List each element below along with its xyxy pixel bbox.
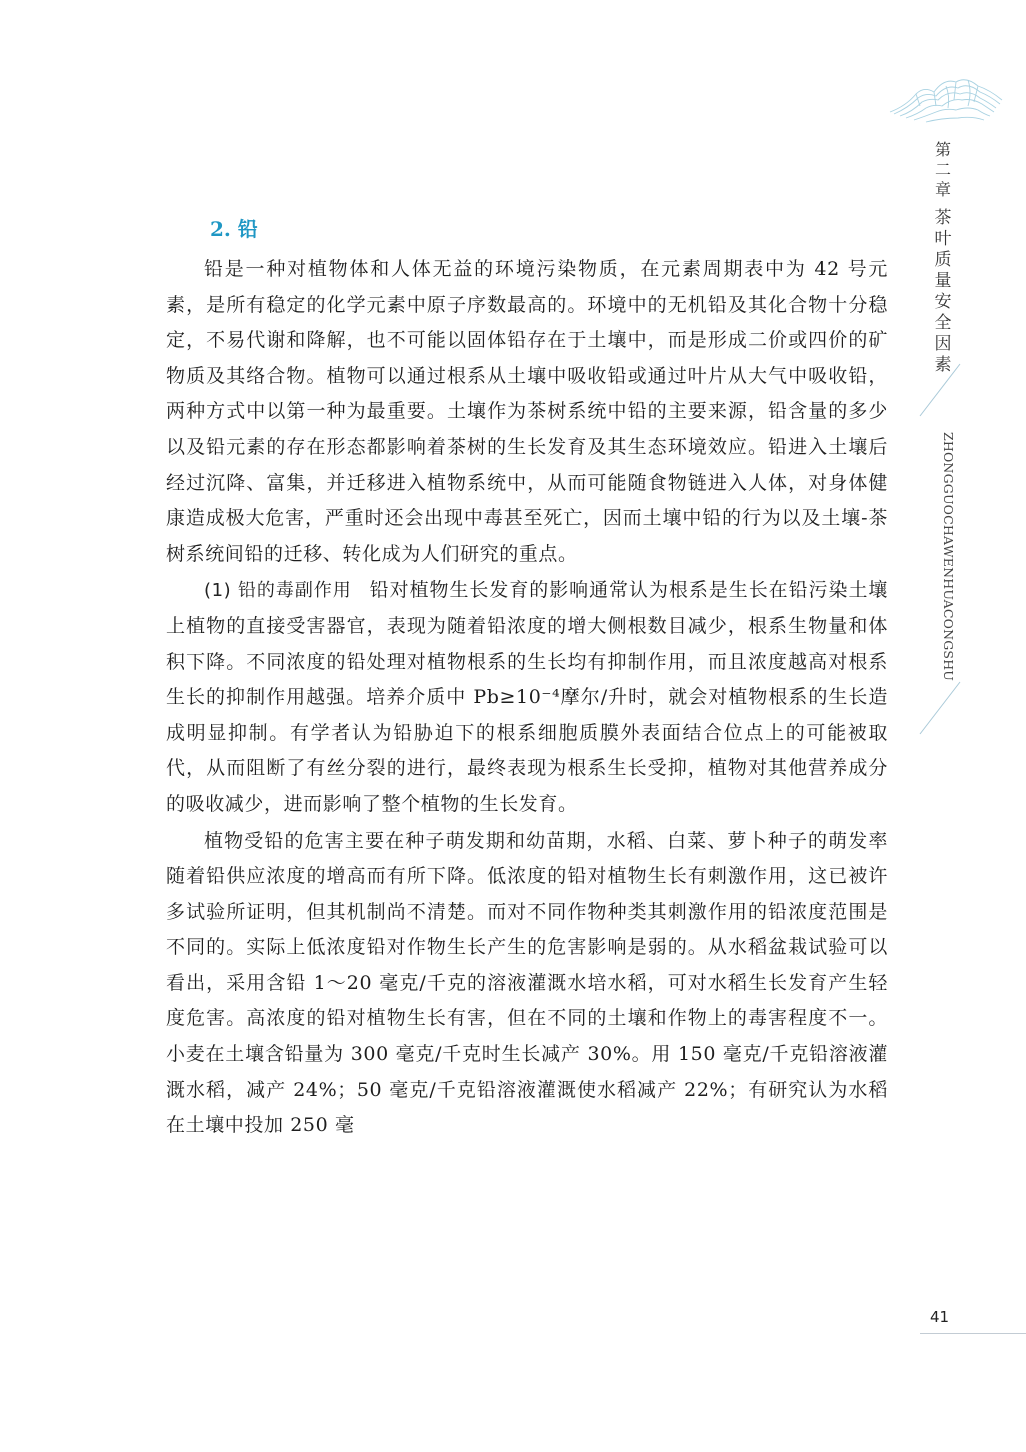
series-pinyin: ZHONGGUOCHAWENHUACONGSHU [941, 432, 956, 682]
body-text [166, 212, 888, 1144]
chapter-number: 第二章 [934, 140, 951, 199]
divider-line-bottom [918, 680, 962, 736]
paragraph-text: 铅对植物生长发育的影响通常认为根系是生长在铅污染土壤上植物的直接受害器官，表现为随着铅浓度的增大侧根数目减少，根系生物量和体积下降。不同浓度的铅处理对植物根系的生长均有抑制作用，而且浓度越高对根系生长的抑制作用越强。培养介质中 Pb≥10⁻⁴摩尔/升时，就会对植物根系的生长造成明显抑制。有学者认为铅胁迫下的根系细胞质膜外表面结合位点上的可能被取代，从而阻断了有丝分裂的进行，最终表现为根系生长受抑，植物对其他营养成分的吸收减少，进而影响了整个植物的生长发育。 [166, 579, 889, 815]
mountain-ornament-icon [886, 66, 1006, 126]
divider-line-top [918, 362, 962, 418]
section-heading: 2. 铅 [210, 217, 258, 241]
chapter-title: 茶叶质量安全因素 [934, 208, 952, 375]
footer-rule [920, 1333, 1026, 1334]
paragraph [166, 252, 888, 572]
page-number: 41 [930, 1308, 950, 1326]
paragraph-text: 植物受铅的危害主要在种子萌发期和幼苗期，水稻、白菜、萝卜种子的萌发率随着铅供应浓度的增高而有所下降。低浓度的铅对植物生长有刺激作用，这已被许多试验所证明，但其机制尚不清楚。而对不同作物种类其刺激作用的铅浓度范围是不同的。实际上低浓度铅对作物生长产生的危害影响是弱的。从水稻盆栽试验可以看出，采用含铅 1～20 毫克/千克的溶液灌溉水培水稻，可对水稻生长发育产生轻度危害。高浓度的铅对植物生长有害，但在不同的土壤和作物上的毒害程度不一。小麦在土壤含铅量为 300 毫克/千克时生长减产 30%。用 150 毫克/千克铅溶液灌溉水稻，减产 24%；50 毫克/千克铅溶液灌溉使水稻减产 22%；有研究认为水稻在土壤中投加 250 毫 [166, 829, 888, 1137]
subsection-heading: (1) 铅的毒副作用 [204, 580, 352, 602]
paragraph [166, 824, 888, 1144]
paragraph [166, 573, 888, 822]
paragraph-text: 铅是一种对植物体和人体无益的环境污染物质，在元素周期表中为 42 号元素，是所有稳定的化学元素中原子序数最高的。环境中的无机铅及其化合物十分稳定，不易代谢和降解，也不可能以固体铅存在于土壤中，而是形成二价或四价的矿物质及其络合物。植物可以通过根系从土壤中吸收铅或通过叶片从大气中吸收铅，两种方式中以第一种为最重要。土壤作为茶树系统中铅的主要来源，铅含量的多少以及铅元素的存在形态都影响着茶树的生长发育及其生态环境效应。铅进入土壤后经过沉降、富集，并迁移进入植物系统中，从而可能随食物链进入人体，对身体健康造成极大危害，严重时还会出现中毒甚至死亡，因而土壤中铅的行为以及土壤-茶树系统间铅的迁移、转化成为人们研究的重点。 [166, 258, 888, 565]
